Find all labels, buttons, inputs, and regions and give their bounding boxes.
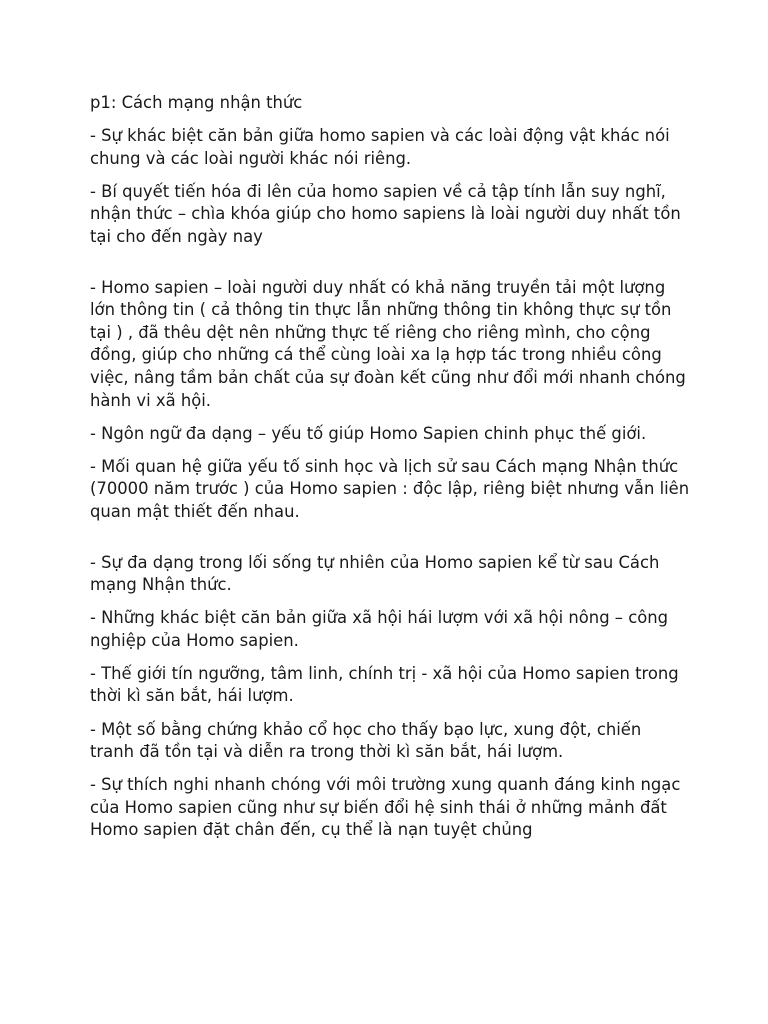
paragraph-2: - Bí quyết tiến hóa đi lên của homo sapien về cả tập tính lẫn suy nghĩ, nhận thức – chìa khóa giúp cho homo sapiens là loài người duy nhất tồn tại cho đến ngày nay	[90, 181, 681, 246]
document-title: p1: Cách mạng nhận thức	[90, 93, 303, 112]
paragraph-3: - Homo sapien – loài người duy nhất có khả năng truyền tải một lượng lớn thông tin ( cả thông tin thực lẫn những thông tin không thực sự tồn tại ) , đã thêu dệt nên những thực tế riêng cho riêng mình, cho cộng đồng, giúp cho những cá thể cùng loài xa lạ hợp tác trong nhiều công việc, nâng tầm bản chất của sự đoàn kết cũng như đổi mới nhanh chóng hành vi xã hội.	[90, 277, 686, 410]
paragraph-10: - Sự thích nghi nhanh chóng với môi trường xung quanh đáng kinh ngạc của Homo sapien cũng như sự biến đổi hệ sinh thái ở những mảnh đất Homo sapien đặt chân đến, cụ thể là nạn tuyệt chủng	[90, 775, 681, 840]
paragraph-7: - Những khác biệt căn bản giữa xã hội hái lượm với xã hội nông – công nghiệp của Homo sapien.	[90, 608, 669, 650]
paragraph-8: - Thế giới tín ngưỡng, tâm linh, chính trị - xã hội của Homo sapien trong thời kì săn bắt, hái lượm.	[90, 663, 679, 706]
document-body	[90, 92, 690, 853]
paragraph-9: - Một số bằng chứng khảo cổ học cho thấy bạo lực, xung đột, chiến tranh đã tồn tại và diễn ra trong thời kì săn bắt, hái lượm.	[90, 719, 642, 762]
paragraph-4: - Ngôn ngữ đa dạng – yếu tố giúp Homo Sapien chinh phục thế giới.	[90, 423, 647, 443]
paragraph-5: - Mối quan hệ giữa yếu tố sinh học và lịch sử sau Cách mạng Nhận thức (70000 năm trước ) của Homo sapien : độc lập, riêng biệt nhưng vẫn liên quan mật thiết đến nhau.	[90, 456, 690, 521]
paragraph-6: - Sự đa dạng trong lối sống tự nhiên của Homo sapien kể từ sau Cách mạng Nhận thức.	[90, 552, 660, 595]
paragraph-1: - Sự khác biệt căn bản giữa homo sapien và các loài động vật khác nói chung và các loài người khác nói riêng.	[90, 126, 670, 168]
